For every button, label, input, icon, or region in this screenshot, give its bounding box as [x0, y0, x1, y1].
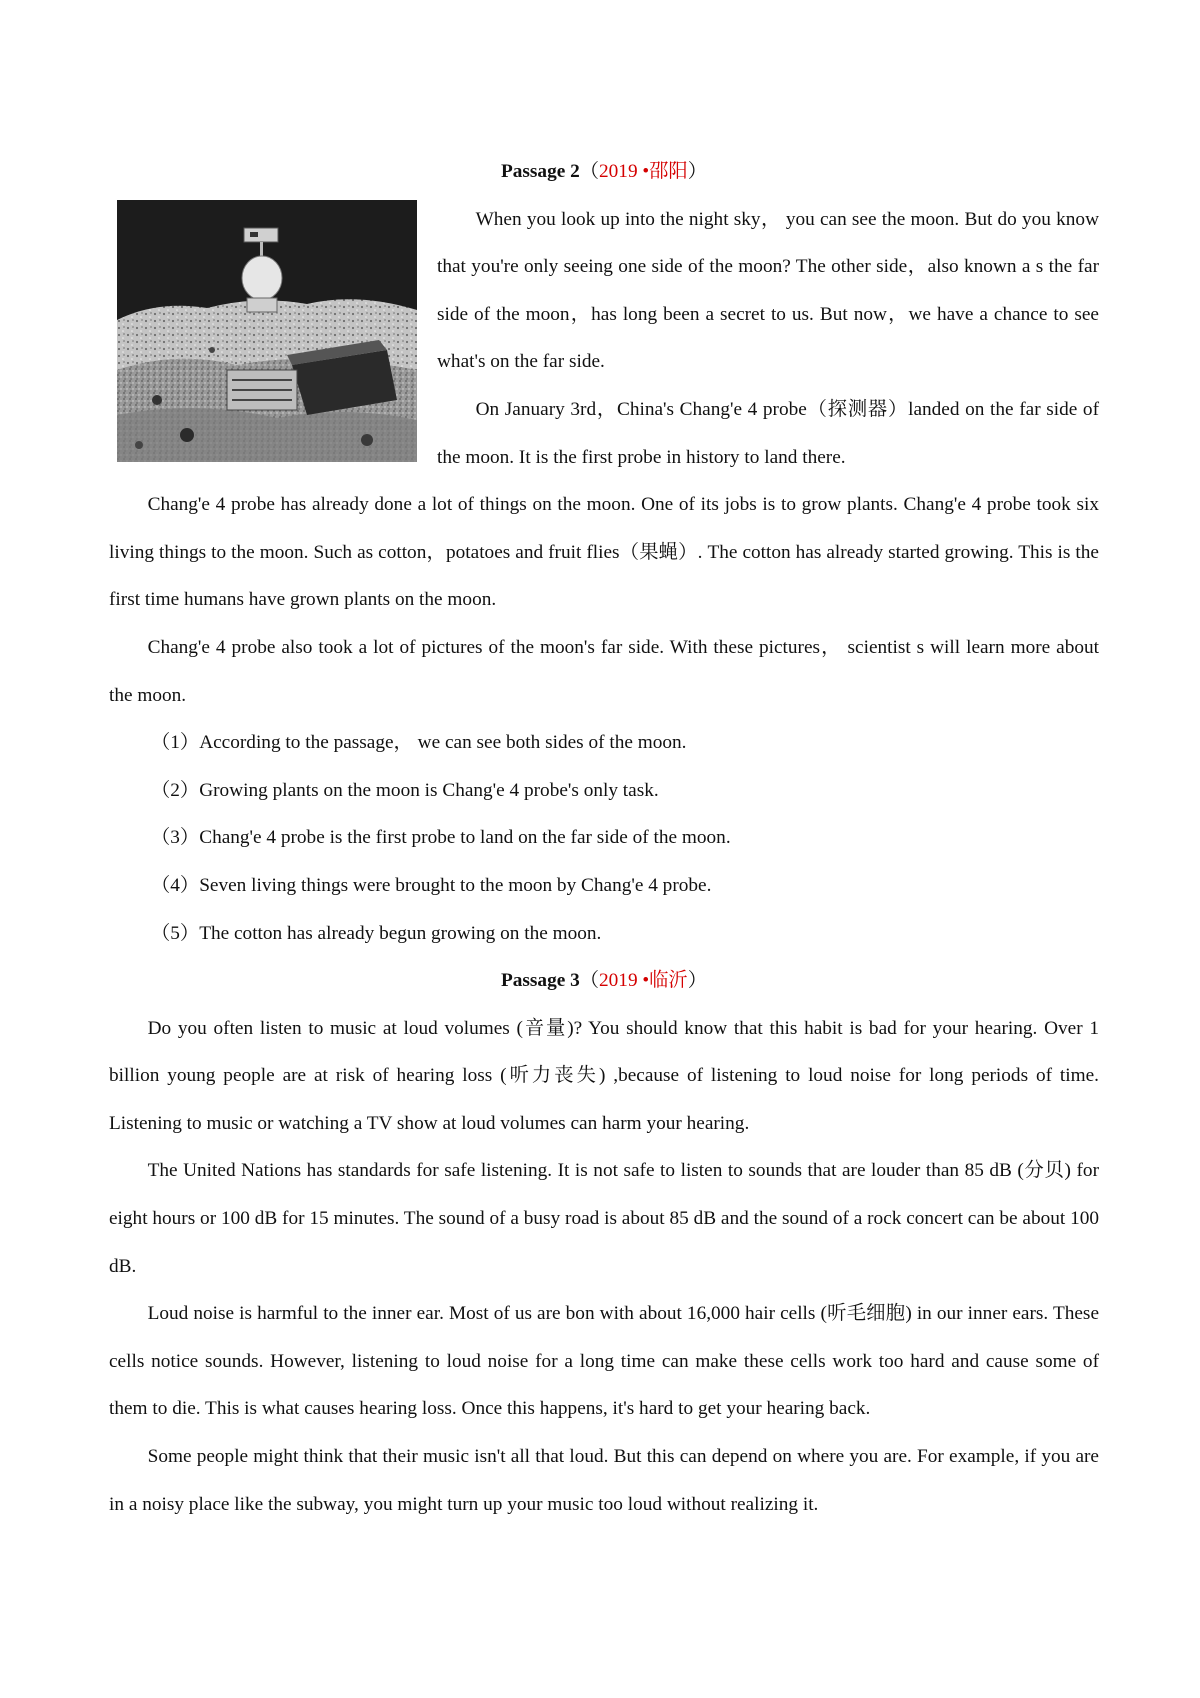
passage3-paragraph-2: The United Nations has standards for safe listening. It is not safe to listen to sounds that are louder than 85 dB (分贝) for eight hours or 100 dB for 15 minutes. The sound of a busy road is about 85 dB and the sound of a rock concert can be about 100 dB. [109, 1160, 1099, 1277]
document-page [109, 148, 1099, 1528]
passage2-question-2: （2）Growing plants on the moon is Chang'e 4 probe's only task. [151, 779, 659, 801]
passage3-title: Passage 3 [501, 970, 580, 992]
passage2-heading [109, 148, 1099, 196]
passage2-close-paren: ） [687, 161, 707, 182]
passage3-paragraph-1: Do you often listen to music at loud volumes (音量)? You should know that this habit is bad for your hearing. Over 1 billion young people are at risk of hearing loss (听力丧失) ,because of listening to loud noise for long periods of time. Listening to music or watching a TV show at loud volumes can harm your hearing. [109, 1017, 1099, 1134]
passage2-question-5: （5）The cotton has already begun growing on the moon. [151, 922, 602, 944]
passage2-question-4: （4）Seven living things were brought to the moon by Chang'e 4 probe. [151, 874, 712, 896]
passage2-paragraph-2: On January 3rd，China's Chang'e 4 probe（探测器）landed on the far side of the moon. It is the first probe in history to land there. [437, 398, 1099, 468]
moon-lander-photo [117, 200, 417, 462]
passage3-source: 2019 •临沂 [599, 970, 688, 992]
passage2-paragraph-4: Chang'e 4 probe also took a lot of pictures of the moon's far side. With these pictures， scientist s will learn more about the moon. [109, 636, 1099, 706]
passage2-source: 2019 •邵阳 [599, 161, 688, 182]
passage2-open-paren: （ [579, 161, 600, 182]
moon-lander-photo-svg [117, 200, 417, 462]
passage3-paragraph-4: Some people might think that their music isn't all that loud. But this can depend on where you are. For example, if you are in a noisy place like the subway, you might turn up your music too loud without realizing it. [109, 1446, 1099, 1515]
passage2-title: Passage 2 [501, 161, 580, 182]
passage2-question-3: （3）Chang'e 4 probe is the first probe to land on the far side of the moon. [151, 827, 731, 849]
passage3-heading [109, 957, 1099, 1005]
passage2-question-1: （1）According to the passage， we can see both sides of the moon. [151, 732, 687, 754]
passage2-paragraph-1: When you look up into the night sky， you can see the moon. But do you know that you're only seeing one side of the moon? The other side，also known a s the far side of the moon，has long been a secret to us. But now，we have a chance to see what's on the far side. [437, 208, 1099, 373]
passage2-paragraph-3: Chang'e 4 probe has already done a lot of things on the moon. One of its jobs is to grow plants. Chang'e 4 probe took six living things to the moon. Such as cotton，potatoes and fruit flies（果蝇）. The cotton has already started growing. This is the first time humans have grown plants on the moon. [109, 494, 1099, 611]
passage3-open-paren: （ [579, 970, 600, 992]
passage3-paragraph-3: Loud noise is harmful to the inner ear. Most of us are bon with about 16,000 hair cells (听毛细胞) in our inner ears. These cells notice sounds. However, listening to loud noise for a long time can make these cells work too hard and cause some of them to die. This is what causes hearing loss. Once this happens, it's hard to get your hearing back. [109, 1303, 1099, 1420]
passage3-close-paren: ） [687, 970, 707, 992]
